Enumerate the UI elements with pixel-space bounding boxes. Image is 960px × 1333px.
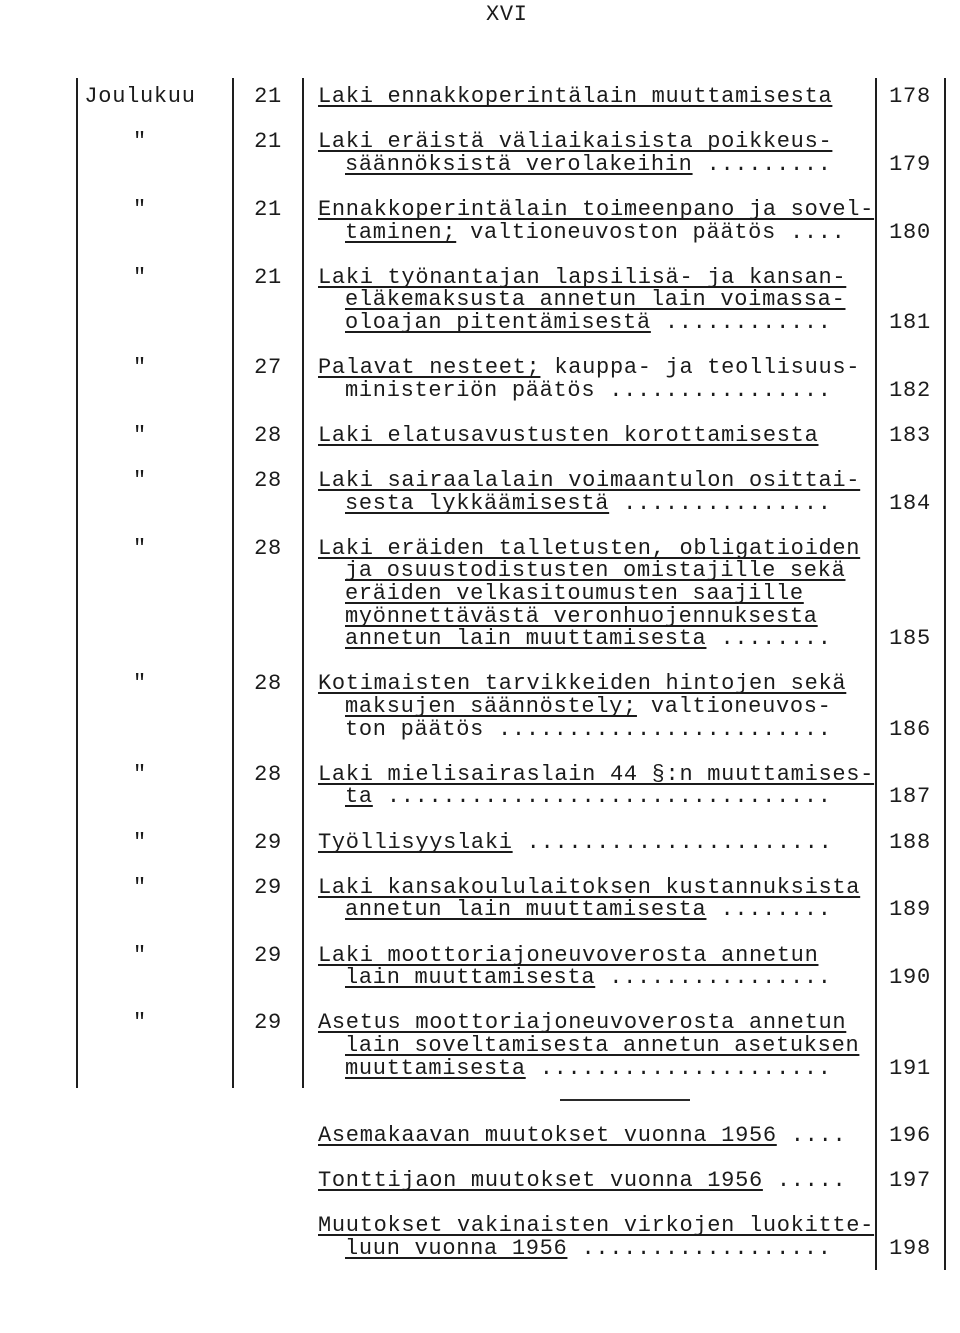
page-number: 197: [889, 1168, 931, 1194]
ditto-mark: ": [133, 196, 147, 222]
page-number: 185: [889, 626, 931, 652]
ditto-mark: ": [133, 535, 147, 561]
ditto-mark: ": [133, 129, 147, 155]
ditto-mark: ": [133, 671, 147, 697]
title-line: lain soveltamisesta annetun asetuksen: [345, 1032, 860, 1058]
toc-list: [77, 86, 945, 1103]
day-cell: 28: [254, 422, 282, 448]
title-cell: [303, 264, 875, 335]
ditto-mark: ": [133, 264, 147, 290]
toc-entry: [77, 131, 945, 176]
dot-leader: .....: [776, 1168, 847, 1194]
title-line: luun vuonna 1956: [345, 1235, 568, 1261]
page-number: 189: [889, 897, 931, 923]
title-line: lain muuttamisesta: [345, 965, 596, 991]
toc-entry: [77, 196, 945, 245]
title-line: annetun lain muuttamisesta: [345, 626, 707, 652]
day-cell: 21: [254, 84, 282, 109]
title-cell: [303, 1125, 875, 1148]
title-line: Laki työnantajan lapsilisä- ja kansan-: [318, 264, 847, 290]
title-cell: [303, 874, 875, 923]
title-cell: [303, 1215, 875, 1260]
page-number: 188: [889, 829, 931, 855]
dot-leader: ............: [664, 309, 832, 335]
day-cell: 21: [254, 196, 282, 222]
toc-entry: [77, 1012, 945, 1080]
page-number: 190: [889, 965, 931, 991]
dot-leader: ....: [789, 219, 846, 245]
ditto-mark: ": [133, 355, 147, 381]
day-cell: 21: [254, 264, 282, 290]
title-line: ta: [345, 784, 373, 810]
ditto-mark: ": [133, 942, 147, 968]
day-cell: 29: [254, 874, 282, 900]
title-line: Laki mielisairaslain 44 §:n muuttamises-: [318, 761, 875, 787]
page-number: 182: [889, 377, 931, 403]
title-cell: [303, 86, 875, 109]
title-line: taminen;: [345, 219, 457, 245]
toc-entry: [77, 422, 945, 448]
toc-entry: [77, 829, 945, 855]
toc-entry: [77, 264, 945, 335]
dot-leader: ...............: [623, 490, 832, 516]
title-cell: [303, 942, 875, 991]
dot-leader: ........: [720, 626, 832, 652]
day-cell: 27: [254, 355, 282, 381]
toc-entry: [77, 942, 945, 991]
title-cell: [303, 357, 875, 402]
title-cell: [303, 1012, 875, 1080]
title-line-note: ministeriön päätös: [345, 377, 596, 403]
title-line-note: ton päätös: [345, 716, 485, 742]
title-line: eläkemaksusta annetun lain voimassa-: [345, 287, 846, 313]
toc-entry: [77, 761, 945, 810]
title-line: Työllisyyslaki: [318, 829, 513, 855]
title-line: Laki ennakkoperintälain muuttamisesta: [318, 84, 833, 109]
title-cell: [303, 131, 875, 176]
page-number: 196: [889, 1123, 931, 1148]
page-number: 186: [889, 716, 931, 742]
title-line: Ennakkoperintälain toimeenpano ja sovel-: [318, 196, 875, 222]
ditto-mark: ": [133, 422, 147, 448]
page-number: 181: [889, 309, 931, 335]
day-cell: 29: [254, 829, 282, 855]
title-line: ja osuustodistusten omistajille sekä: [345, 558, 846, 584]
page-roman-numeral: XVI: [486, 2, 528, 27]
title-cell: [303, 761, 875, 810]
day-cell: 28: [254, 671, 282, 697]
title-line: Asetus moottoriajoneuvoverosta annetun: [318, 1010, 847, 1036]
title-cell: [303, 1170, 875, 1193]
title-line: Palavat nesteet;: [318, 355, 541, 381]
title-line: Asemakaavan muutokset vuonna 1956: [318, 1123, 777, 1148]
title-line: Muutokset vakinaisten virkojen luokitte-: [318, 1213, 875, 1239]
dot-leader: .........: [706, 151, 832, 177]
dot-leader: ................: [609, 377, 832, 403]
title-line: muuttamisesta: [345, 1055, 526, 1081]
title-line: Laki sairaalalain voimaantulon osittai-: [318, 468, 861, 494]
dot-leader: ..................: [581, 1235, 832, 1261]
dot-leader: ........: [720, 897, 832, 923]
month-cell: Joulukuu: [84, 84, 196, 109]
ditto-mark: ": [133, 468, 147, 494]
ditto-mark: ": [133, 829, 147, 855]
ditto-mark: ": [133, 874, 147, 900]
toc-entry: [77, 470, 945, 515]
title-cell: [303, 673, 875, 741]
title-line-note: kauppa- ja teollisuus-: [540, 355, 861, 381]
page-number: 183: [889, 422, 931, 448]
title-line: Laki elatusavustusten korottamisesta: [318, 422, 819, 448]
day-cell: 28: [254, 761, 282, 787]
title-line: Laki eräistä väliaikaisista poikkeus-: [318, 129, 833, 155]
title-cell: [303, 422, 875, 448]
toc-entry: [77, 1125, 945, 1148]
appendix-list: [77, 1125, 945, 1283]
title-line: Laki eräiden talletusten, obligatioiden: [318, 535, 861, 561]
dot-leader: ....: [790, 1123, 847, 1148]
dot-leader: ........................: [498, 716, 832, 742]
title-line: sesta lykkäämisestä: [345, 490, 610, 516]
title-line: säännöksistä verolakeihin: [345, 151, 693, 177]
day-cell: 28: [254, 535, 282, 561]
page-number: 187: [889, 784, 931, 810]
dot-leader: .....................: [539, 1055, 832, 1081]
page-number: 180: [889, 219, 931, 245]
title-line: annetun lain muuttamisesta: [345, 897, 707, 923]
ditto-mark: ": [133, 761, 147, 787]
title-line: maksujen säännöstely;: [345, 694, 637, 720]
ditto-mark: ": [133, 1010, 147, 1036]
page-number: 191: [889, 1055, 931, 1081]
day-cell: 21: [254, 129, 282, 155]
toc-entry: [77, 535, 945, 652]
toc-entry: [77, 86, 945, 109]
toc-entry: [77, 874, 945, 923]
title-line-note: valtioneuvoston päätös: [456, 219, 776, 245]
page-number: 178: [889, 84, 931, 109]
title-line-note: valtioneuvos-: [636, 694, 832, 720]
page-number: 198: [889, 1235, 931, 1261]
page-number: 184: [889, 490, 931, 516]
title-line: oloajan pitentämisestä: [345, 309, 651, 335]
title-cell: [303, 535, 875, 652]
dot-leader: ......................: [526, 829, 833, 855]
day-cell: 29: [254, 942, 282, 968]
title-line: eräiden velkasitoumusten saajille: [345, 581, 804, 607]
title-line: Laki moottoriajoneuvoverosta annetun: [318, 942, 819, 968]
toc-entry: [77, 357, 945, 402]
title-line: myönnettävästä veronhuojennuksesta: [345, 603, 818, 629]
page-number: 179: [889, 151, 931, 177]
toc-entry: [77, 1170, 945, 1193]
title-line: Tonttijaon muutokset vuonna 1956: [318, 1168, 763, 1194]
toc-entry: [77, 1215, 945, 1260]
title-cell: [303, 829, 875, 855]
title-cell: [303, 196, 875, 245]
title-line: Laki kansakoululaitoksen kustannuksista: [318, 874, 861, 900]
title-line: Kotimaisten tarvikkeiden hintojen sekä: [318, 671, 847, 697]
dot-leader: ................................: [386, 784, 832, 810]
day-cell: 28: [254, 468, 282, 494]
title-cell: [303, 470, 875, 515]
day-cell: 29: [254, 1010, 282, 1036]
dot-leader: ................: [609, 965, 832, 991]
toc-entry: [77, 673, 945, 741]
